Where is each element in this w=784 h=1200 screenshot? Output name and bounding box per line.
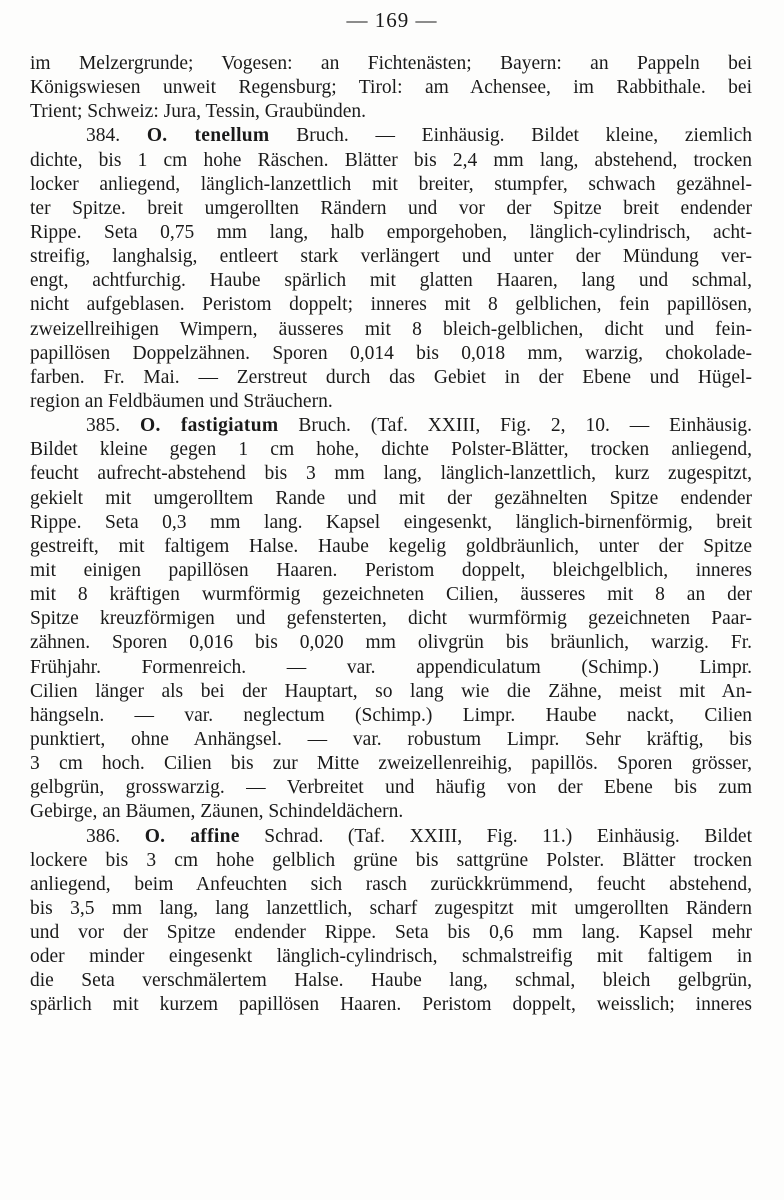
- text-line: Cilien länger als bei der Hauptart, so lang wie die Zähne, meist mit An-: [30, 680, 752, 702]
- text-line: 3 cm hoch. Cilien bis zur Mitte zweizellenreihig, papillös. Sporen grösser,: [30, 753, 752, 775]
- text-line: Bildet kleine gegen 1 cm hohe, dichte Polster-Blätter, trocken anliegend,: [30, 439, 752, 461]
- text-line: papillösen Doppelzähnen. Sporen 0,014 bis 0,018 mm, warzig, chokolade-: [30, 342, 752, 364]
- species-name: O. tenellum: [146, 125, 270, 147]
- text-line: gekielt mit umgerolltem Rande und mit der gezähnelten Spitze endender: [30, 487, 752, 509]
- entry-number: 385.: [86, 415, 141, 437]
- entry-text: Bruch. (Taf. XXIII, Fig. 2, 10. — Einhäusig.: [278, 415, 752, 437]
- text-line: nicht aufgeblasen. Peristom doppelt; inneres mit 8 gelblichen, fein papillösen,: [30, 294, 752, 316]
- text-line: oder minder eingesenkt länglich-cylindrisch, schmalstreifig mit faltigem in: [30, 946, 752, 968]
- text-line: Trient; Schweiz: Jura, Tessin, Graubünden.: [30, 101, 367, 123]
- text-line: und vor der Spitze endender Rippe. Seta bis 0,6 mm lang. Kapsel mehr: [30, 922, 752, 944]
- text-line: Rippe. Seta 0,3 mm lang. Kapsel eingesenkt, länglich-birnenförmig, breit: [30, 511, 752, 533]
- text-line: Gebirge, an Bäumen, Zäunen, Schindeldächern.: [30, 801, 404, 823]
- text-line: feucht aufrecht-abstehend bis 3 mm lang, länglich-lanzettlich, kurz zugespitzt,: [30, 463, 752, 485]
- text-line: Königswiesen unweit Regensburg; Tirol: am Achensee, im Rabbithale. bei: [30, 77, 752, 99]
- entry-number: 386.: [86, 825, 145, 847]
- text-line: zähnen. Sporen 0,016 bis 0,020 mm olivgrün bis bräunlich, warzig. Fr.: [30, 632, 752, 654]
- text-line: spärlich mit kurzem papillösen Haaren. Peristom doppelt, weisslich; inneres: [30, 994, 752, 1016]
- text-line: dichte, bis 1 cm hohe Räschen. Blätter bis 2,4 mm lang, abstehend, trocken: [30, 149, 752, 171]
- text-line: gestreift, mit faltigem Halse. Haube kegelig goldbräunlich, unter der Spitze: [30, 535, 752, 557]
- species-name: O. affine: [144, 825, 240, 847]
- text-line: hängseln. — var. neglectum (Schimp.) Limpr. Haube nackt, Cilien: [30, 704, 752, 726]
- species-entry-heading: [30, 124, 752, 148]
- page-number: — 169 —: [346, 8, 438, 32]
- text-line: bis 3,5 mm lang, lang lanzettlich, scharf zugespitzt mit umgerollten Rändern: [30, 897, 752, 919]
- text-line: ter Spitze. breit umgerollten Rändern und vor der Spitze breit endender: [30, 197, 752, 219]
- text-line: Spitze kreuzförmigen und gefensterten, dicht wurmförmig gezeichneten Paar-: [30, 608, 752, 630]
- text-line: zweizellreihigen Wimpern, äusseres mit 8 bleich-gelblichen, dicht und fein-: [30, 318, 752, 340]
- text-line: im Melzergrunde; Vogesen: an Fichtenästen; Bayern: an Pappeln bei: [30, 53, 752, 74]
- text-line: locker anliegend, länglich-lanzettlich mit breiter, stumpfer, schwach gezähnel-: [30, 173, 752, 195]
- text-line: region an Feldbäumen und Sträuchern.: [30, 390, 333, 412]
- text-line: engt, achtfurchig. Haube spärlich mit glatten Haaren, lang und schmal,: [30, 270, 752, 292]
- text-line: anliegend, beim Anfeuchten sich rasch zurückkrümmend, feucht abstehend,: [30, 873, 752, 895]
- species-entry-heading: [30, 825, 752, 849]
- text-line: punktiert, ohne Anhängsel. — var. robustum Limpr. Sehr kräftig, bis: [30, 728, 752, 750]
- text-line: die Seta verschmälertem Halse. Haube lang, schmal, bleich gelbgrün,: [30, 970, 752, 992]
- text-line: streifig, langhalsig, entleert stark verlängert und unter der Mündung ver-: [30, 246, 752, 268]
- text-line: Frühjahr. Formenreich. — var. appendiculatum (Schimp.) Limpr.: [30, 656, 752, 678]
- text-line: farben. Fr. Mai. — Zerstreut durch das Gebiet in der Ebene und Hügel-: [30, 366, 752, 388]
- text-line: mit 8 kräftigen wurmförmig gezeichneten Cilien, äusseres mit 8 an der: [30, 584, 752, 606]
- species-entry-heading: [30, 414, 752, 438]
- text-line: lockere bis 3 cm hohe gelblich grüne bis sattgrüne Polster. Blätter trocken: [30, 849, 752, 871]
- entry-text: Bruch. — Einhäusig. Bildet kleine, ziemlich: [269, 125, 753, 147]
- species-name: O. fastigiatum: [140, 415, 279, 437]
- text-line: Rippe. Seta 0,75 mm lang, halb emporgehoben, länglich-cylindrisch, acht-: [30, 221, 752, 243]
- text-line: gelbgrün, grosswarzig. — Verbreitet und häufig von der Ebene bis zum: [30, 777, 752, 799]
- body-text: [30, 52, 752, 1018]
- entry-number: 384.: [86, 125, 147, 147]
- text-line: mit einigen papillösen Haaren. Peristom doppelt, bleichgelblich, inneres: [30, 559, 752, 581]
- entry-text: Schrad. (Taf. XXIII, Fig. 11.) Einhäusig. Bildet: [239, 825, 753, 847]
